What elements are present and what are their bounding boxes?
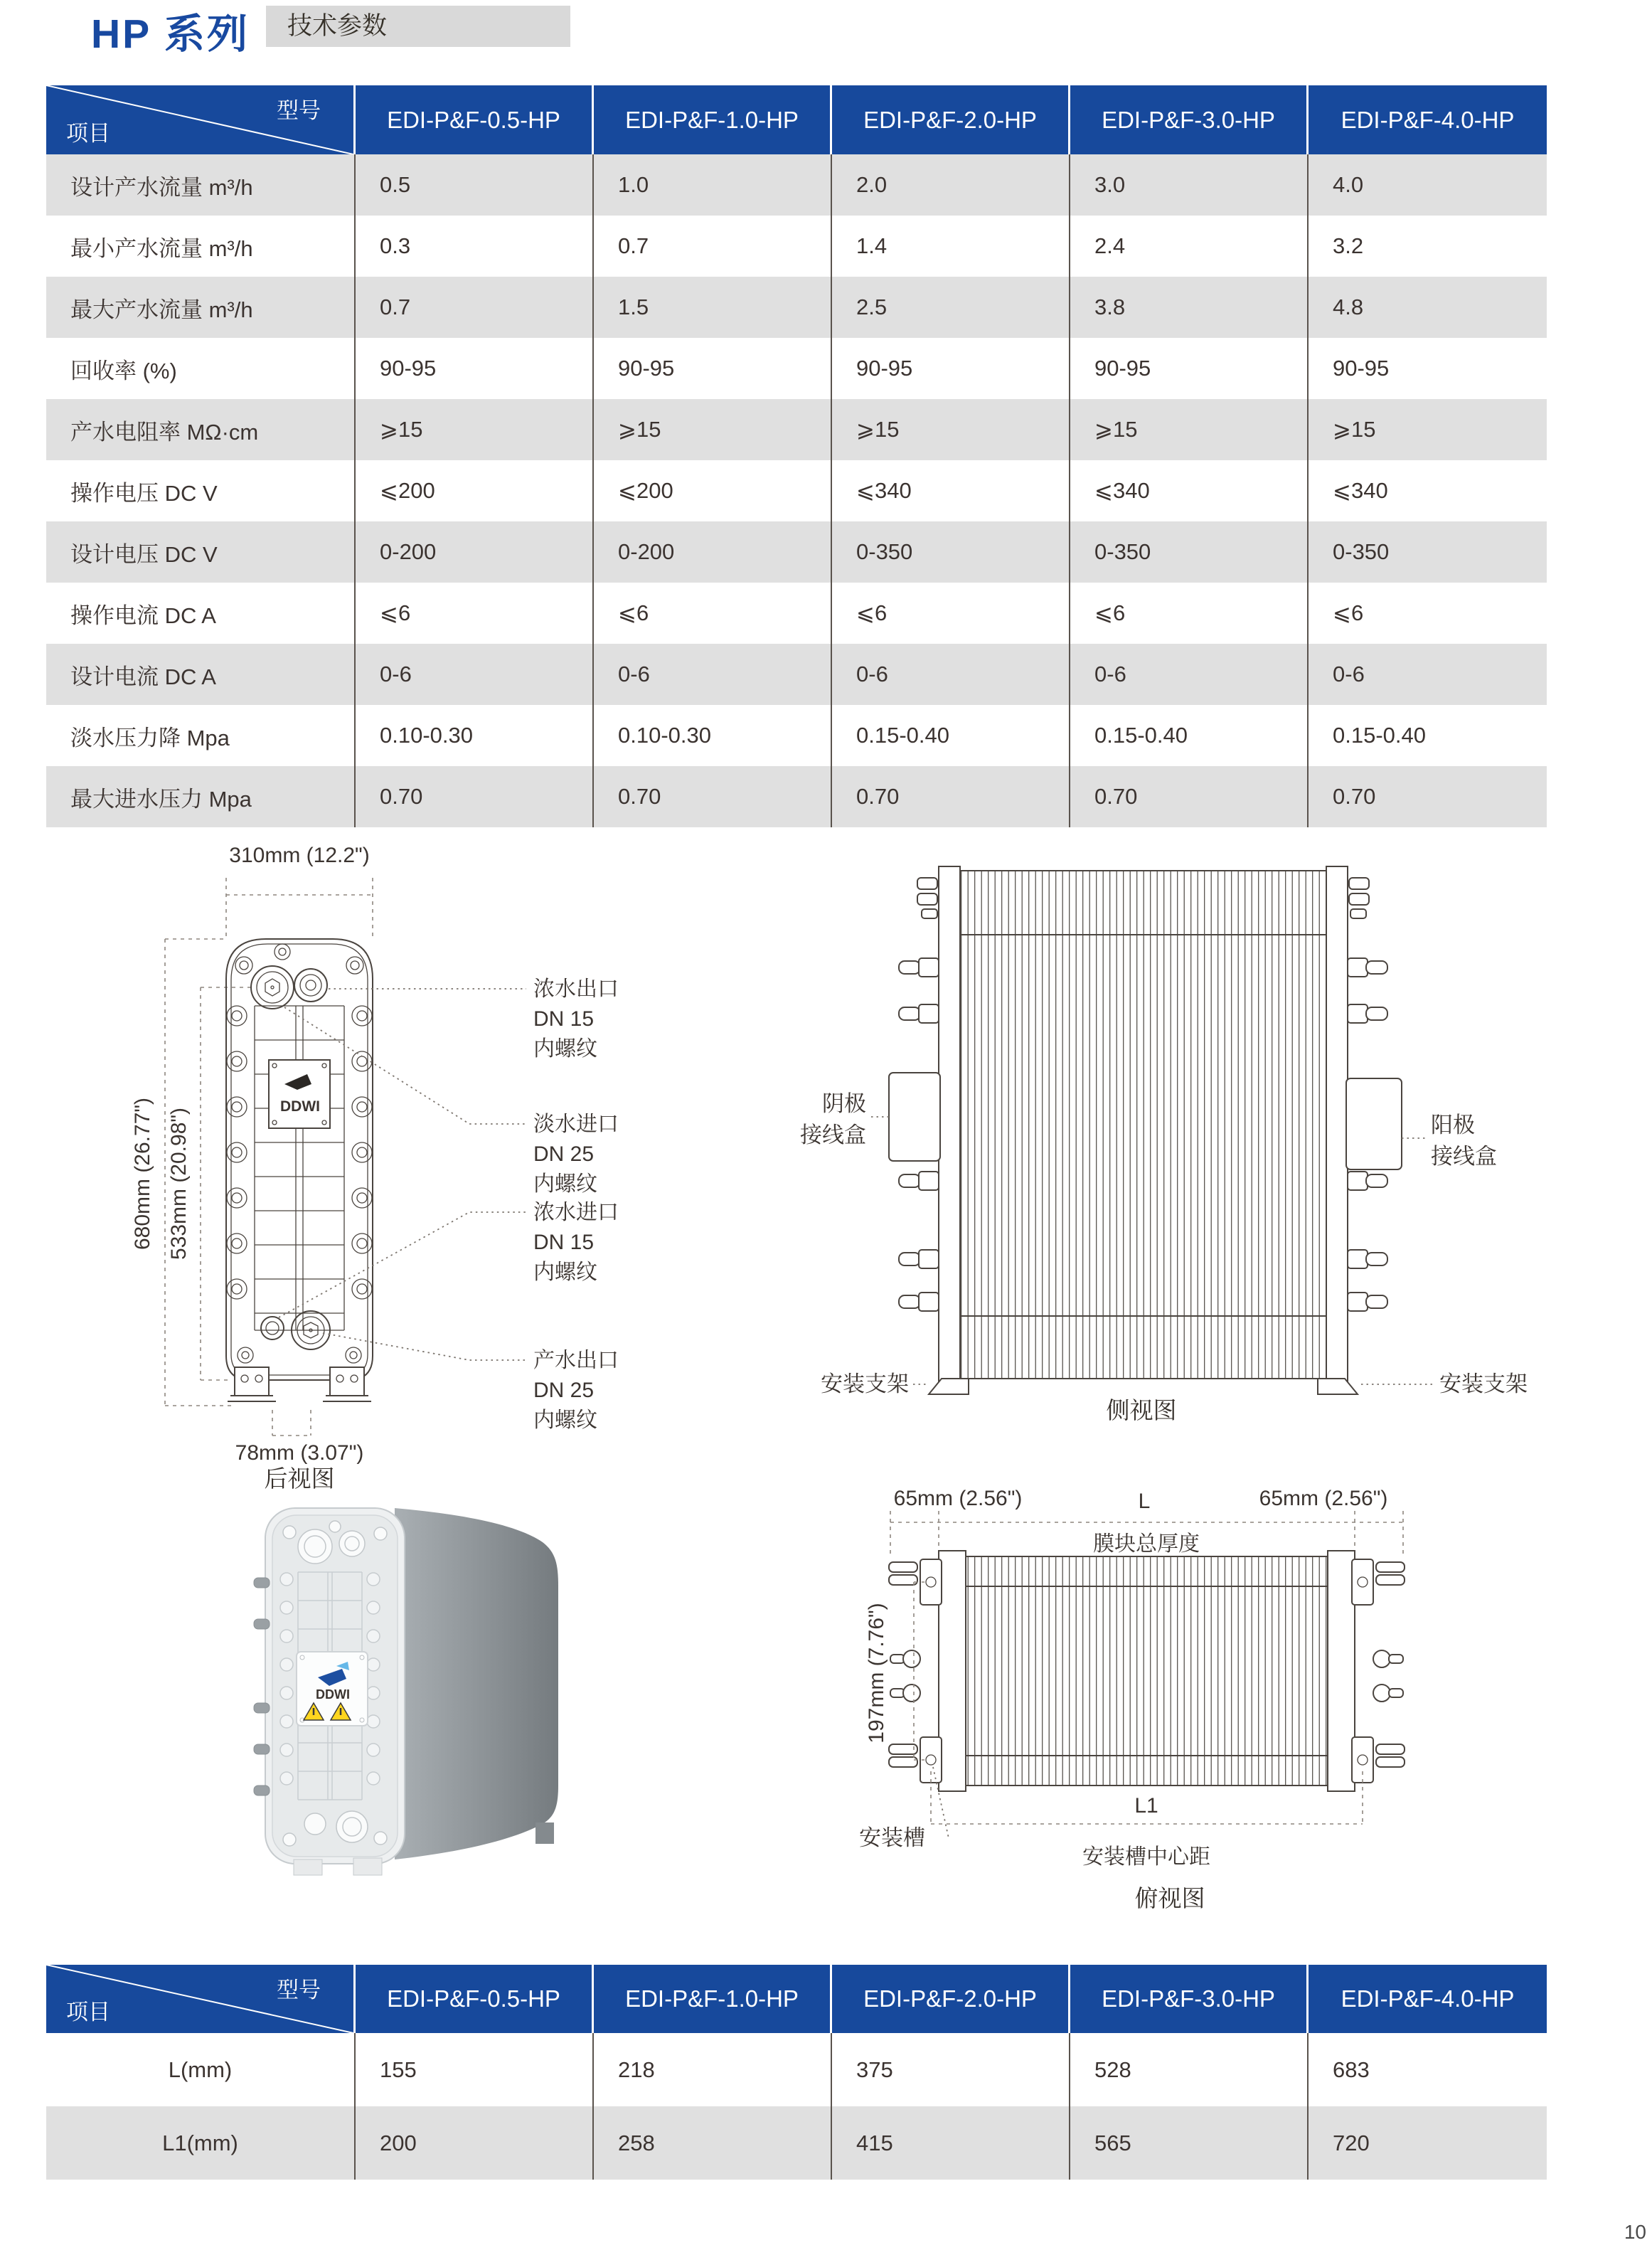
corner-model-label: 型号: [277, 98, 321, 123]
cathode-label: 接线盒: [800, 1123, 866, 1147]
top-view-diagram: [782, 1480, 1600, 1921]
cell-value: 0.70: [832, 766, 1070, 827]
cell-value: 0-200: [594, 521, 832, 583]
cell-value: 0.3: [356, 216, 594, 277]
cell-value: ⩽200: [594, 460, 832, 521]
render-body: [395, 1508, 558, 1859]
spec-table: [46, 85, 1547, 827]
cell-value: 4.8: [1333, 295, 1364, 319]
rear-inner-height-dim: 533mm (20.98"): [167, 1107, 191, 1261]
cell-value: 4.0: [1333, 172, 1364, 197]
top-dim-left: 65mm (2.56"): [893, 1487, 1023, 1510]
row-label: 设计电流 DC A: [46, 644, 356, 705]
cell-value: 258: [594, 2106, 832, 2180]
table-row: [46, 644, 1547, 705]
cell-value: 1.5: [594, 277, 832, 338]
cell-value: 0-6: [356, 644, 594, 705]
cell-value: ⩾15: [832, 399, 1070, 460]
cell-value: 1.4: [832, 216, 1070, 277]
rear-nameplate: [269, 1060, 330, 1128]
cell-value: ⩽6: [356, 583, 594, 644]
column-header: EDI-P&F-2.0-HP: [832, 1965, 1070, 2033]
cell-value: 0-350: [1333, 539, 1390, 564]
column-header: EDI-P&F-4.0-HP: [1341, 106, 1515, 133]
bracket-label: 安装支架: [821, 1371, 909, 1396]
anode-junction-box: [1346, 1078, 1497, 1169]
cell-value: ⩾15: [1333, 417, 1376, 442]
side-device: [939, 866, 1348, 1383]
cell-value: 1.0: [594, 154, 832, 216]
column-header: EDI-P&F-0.5-HP: [356, 85, 594, 154]
anode-label: 接线盒: [1431, 1144, 1497, 1169]
cell-value: 0.7: [356, 277, 594, 338]
table-row: [46, 216, 1547, 277]
cell-value: 0.70: [356, 766, 594, 827]
product-render: [252, 1487, 608, 1885]
table-row: [46, 2106, 1547, 2180]
rear-callouts: [279, 977, 619, 1432]
top-thickness-label: 膜块总厚度: [1093, 1532, 1200, 1556]
cell-value: 0.7: [594, 216, 832, 277]
rear-port-span-dim: 78mm (3.07"): [235, 1441, 364, 1465]
cell-value: 0.15-0.40: [1333, 723, 1426, 748]
cell-value: ⩽200: [356, 460, 594, 521]
cell-value: 90-95: [1070, 338, 1309, 399]
row-label: 最大产水流量 m³/h: [46, 277, 356, 338]
cell-value: 90-95: [1333, 356, 1390, 381]
row-label: L(mm): [46, 2033, 356, 2106]
cell-value: 0-6: [1333, 662, 1365, 686]
column-header: EDI-P&F-0.5-HP: [356, 1965, 594, 2033]
cell-value: 0-200: [356, 521, 594, 583]
top-depth-dim: 197mm (7.76"): [865, 1603, 888, 1744]
cell-value: 2.4: [1070, 216, 1309, 277]
spec-table-header: [46, 85, 1547, 154]
table-row: [46, 460, 1547, 521]
column-header: EDI-P&F-1.0-HP: [594, 1965, 832, 2033]
ddwi-logo-text: DDWI: [280, 1098, 320, 1115]
callout-label: DN 25: [533, 1142, 595, 1166]
cathode-label: 阴极: [822, 1091, 866, 1116]
row-label: 回收率 (%): [46, 338, 356, 399]
top-device: [939, 1551, 1355, 1791]
cell-value: 218: [594, 2033, 832, 2106]
rear-mounting-brackets: [228, 1367, 371, 1401]
callout-label: 内螺纹: [533, 1172, 597, 1196]
cell-value: 3.2: [1333, 233, 1364, 258]
side-view-diagram: [782, 861, 1600, 1430]
table-row: [46, 399, 1547, 460]
callout-label: DN 25: [533, 1379, 595, 1402]
corner-item-label: 项目: [66, 2000, 110, 2025]
spec-table-body: [46, 154, 1547, 827]
corner-model-label: 型号: [277, 1978, 321, 2002]
callout-label: DN 15: [533, 1007, 595, 1031]
cell-value: 0.5: [356, 154, 594, 216]
row-label: 设计产水流量 m³/h: [46, 154, 356, 216]
row-label: 操作电流 DC A: [46, 583, 356, 644]
column-header: EDI-P&F-3.0-HP: [1070, 85, 1309, 154]
cell-value: ⩽6: [1333, 600, 1364, 625]
callout-label: 浓水进口: [533, 1201, 619, 1224]
rear-bottom-ports: [238, 1311, 361, 1363]
ddwi-logo-text: DDWI: [316, 1687, 350, 1702]
column-header: EDI-P&F-2.0-HP: [832, 85, 1070, 154]
cell-value: 90-95: [356, 338, 594, 399]
cell-value: 0.15-0.40: [832, 705, 1070, 766]
corner-item-label: 项目: [66, 121, 110, 146]
rear-grid: [255, 1006, 344, 1330]
dimension-table: [46, 1965, 1547, 2180]
rear-view-diagram: [71, 832, 711, 1508]
callout-label: 浓水出口: [533, 977, 619, 1001]
cell-value: 90-95: [832, 338, 1070, 399]
side-view-caption: 侧视图: [1106, 1397, 1177, 1423]
page-subtitle: 技术参数: [287, 12, 388, 40]
page-title: HP 系列: [91, 11, 250, 57]
dimension-table-body: [46, 2033, 1547, 2180]
cell-value: 200: [356, 2106, 594, 2180]
table-row: [46, 277, 1547, 338]
callout-label: 产水出口: [533, 1349, 619, 1372]
cell-value: 2.0: [832, 154, 1070, 216]
cell-value: 415: [832, 2106, 1070, 2180]
column-header: EDI-P&F-1.0-HP: [594, 85, 832, 154]
table-row: [46, 583, 1547, 644]
top-view-caption: 俯视图: [1134, 1885, 1205, 1911]
rear-view-caption: 后视图: [264, 1465, 335, 1492]
cell-value: 0.70: [1333, 784, 1376, 809]
cell-value: 3.0: [1070, 154, 1309, 216]
cell-value: ⩽6: [1070, 583, 1309, 644]
cell-value: ⩾15: [356, 399, 594, 460]
cell-value: 2.5: [832, 277, 1070, 338]
row-label: 最大进水压力 Mpa: [46, 766, 356, 827]
table-row: [46, 521, 1547, 583]
row-label: 最小产水流量 m³/h: [46, 216, 356, 277]
render-nameplate: [297, 1652, 368, 1726]
cell-value: ⩾15: [594, 399, 832, 460]
cell-value: 0-350: [832, 521, 1070, 583]
callout-label: 内螺纹: [533, 1261, 597, 1284]
table-row: [46, 2033, 1547, 2106]
cell-value: 683: [1333, 2057, 1370, 2082]
cell-value: 155: [356, 2033, 594, 2106]
rear-height-dim: 680mm (26.77"): [131, 1097, 154, 1251]
top-l1-label: L1: [1134, 1794, 1158, 1818]
rear-width-dim: 310mm (12.2"): [229, 844, 370, 867]
table-row: [46, 154, 1547, 216]
slot-label: 安装槽: [859, 1825, 925, 1850]
cell-value: 0.70: [1070, 766, 1309, 827]
subtitle-band: [266, 6, 570, 47]
row-label: 淡水压力降 Mpa: [46, 705, 356, 766]
corner-cell: [46, 85, 356, 154]
cathode-junction-box: [800, 1073, 940, 1161]
top-center-distance-label: 安装槽中心距: [1082, 1845, 1210, 1869]
top-length-label: L: [1138, 1490, 1151, 1513]
cell-value: 0-6: [594, 644, 832, 705]
callout-label: 内螺纹: [533, 1408, 597, 1432]
cell-value: ⩽340: [1333, 478, 1388, 503]
cell-value: 90-95: [594, 338, 832, 399]
cell-value: ⩾15: [1070, 399, 1309, 460]
cell-value: ⩽6: [594, 583, 832, 644]
cell-value: ⩽6: [832, 583, 1070, 644]
column-header: EDI-P&F-3.0-HP: [1070, 1965, 1309, 2033]
cell-value: 720: [1333, 2130, 1370, 2155]
cell-value: 0-350: [1070, 521, 1309, 583]
cell-value: 0-6: [1070, 644, 1309, 705]
cell-value: 528: [1070, 2033, 1309, 2106]
rear-side-bolts: [227, 1006, 372, 1299]
cell-value: 565: [1070, 2106, 1309, 2180]
cell-value: ⩽340: [832, 460, 1070, 521]
bracket-label: 安装支架: [1439, 1371, 1528, 1396]
cell-value: ⩽340: [1070, 460, 1309, 521]
column-header: EDI-P&F-4.0-HP: [1341, 1985, 1515, 2012]
cell-value: 0.15-0.40: [1070, 705, 1309, 766]
row-label: L1(mm): [46, 2106, 356, 2180]
row-label: 产水电阻率 MΩ·cm: [46, 399, 356, 460]
cell-value: 0-6: [832, 644, 1070, 705]
anode-label: 阳极: [1431, 1113, 1475, 1137]
cell-value: 0.70: [594, 766, 832, 827]
table-row: [46, 766, 1547, 827]
row-label: 设计电压 DC V: [46, 521, 356, 583]
cell-value: 3.8: [1070, 277, 1309, 338]
rear-device-outline: [226, 939, 373, 1380]
rear-top-ports: [235, 944, 363, 1009]
cell-value: 375: [832, 2033, 1070, 2106]
table-row: [46, 705, 1547, 766]
cell-value: 0.10-0.30: [356, 705, 594, 766]
page-number: 10: [1624, 2221, 1646, 2243]
top-dim-right: 65mm (2.56"): [1259, 1487, 1388, 1510]
cell-value: 0.10-0.30: [594, 705, 832, 766]
callout-label: DN 15: [533, 1231, 595, 1254]
callout-label: 淡水进口: [533, 1113, 619, 1136]
callout-label: 内螺纹: [533, 1037, 597, 1061]
row-label: 操作电压 DC V: [46, 460, 356, 521]
dimension-table-header: [46, 1965, 1547, 2033]
table-row: [46, 338, 1547, 399]
corner-cell: [46, 1965, 356, 2033]
